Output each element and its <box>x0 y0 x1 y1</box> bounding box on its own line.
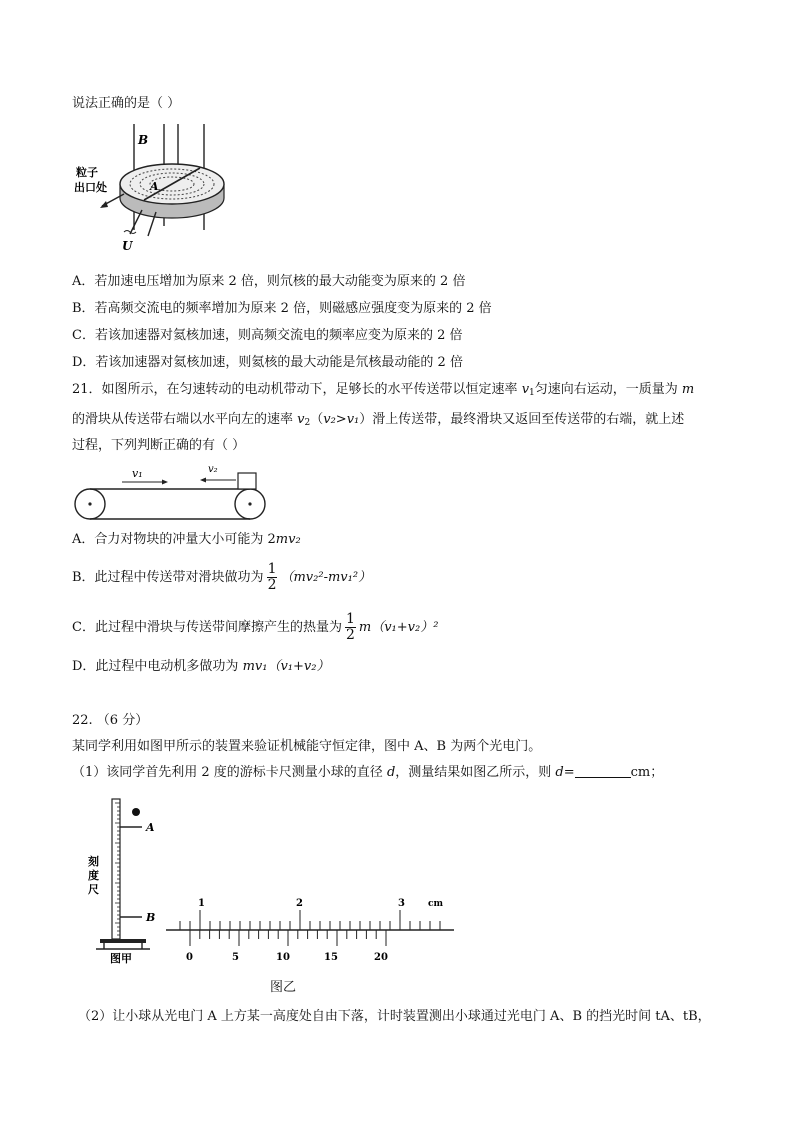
q20-option-a: A．若加速电压增加为原来 2 倍，则氘核的最大动能变为原来的 2 倍 <box>72 274 466 289</box>
exit-label-2: 出口处 <box>74 181 107 194</box>
q21-option-d: D．此过程中电动机多做功为 mv₁（v₁+v₂） <box>72 659 330 674</box>
q21-option-c: C．此过程中滑块与传送带间摩擦产生的热量为 $\frac{1}{2}$ m（v₁+v₂）² <box>72 611 439 643</box>
q21-option-b: B．此过程中传送带对滑块做功为 $\frac{1}{2}$ （mv₂²-mv₁²） <box>72 561 372 593</box>
ruler-text-1: 刻 <box>88 855 99 868</box>
field-label-b: B <box>138 133 149 147</box>
main-label-1: 1 <box>198 898 205 909</box>
q20-stem-tail: 说法正确的是（ ） <box>72 96 181 111</box>
figure-jia-ruler <box>84 795 164 965</box>
cyclotron-figure <box>72 122 242 256</box>
main-label-2: 2 <box>296 898 303 909</box>
block-velocity-label: v₂ <box>208 464 218 475</box>
answer-blank-d[interactable] <box>575 764 631 778</box>
ruler-text-3: 尺 <box>88 883 99 896</box>
exit-label-1: 粒子 <box>76 166 98 179</box>
q20-option-c: C．若该加速器对氦核加速，则高频交流电的频率应变为原来的 2 倍 <box>72 328 463 343</box>
vernier-label-15: 15 <box>324 952 338 963</box>
figure-yi-caption: 图乙 <box>270 980 297 995</box>
belt-velocity-label: v₁ <box>132 467 143 480</box>
q22-intro: 某同学利用如图甲所示的装置来验证机械能守恒定律，图中 A、B 为两个光电门。 <box>72 739 542 754</box>
q21-option-a: A．合力对物块的冲量大小可能为 2mv₂ <box>72 532 301 547</box>
figure-yi-vernier <box>162 890 462 970</box>
q20-option-d: D．若该加速器对氦核加速，则氦核的最大动能是氘核最动能的 2 倍 <box>72 355 463 370</box>
vernier-label-20: 20 <box>374 952 388 963</box>
main-label-3: 3 <box>398 898 405 909</box>
fraction-half: $\frac{1}{2}$ <box>267 561 277 593</box>
fraction-half: $\frac{1}{2}$ <box>345 611 355 643</box>
conveyor-belt-figure <box>72 462 272 524</box>
figure-jia-caption: 图甲 <box>110 952 132 965</box>
main-unit-label: cm <box>428 899 444 909</box>
vernier-label-0: 0 <box>186 952 193 963</box>
q21-stem-line1: 21．如图所示，在匀速转动的电动机带动下，足够长的水平传送带以恒定速率 $v_1$匀速向右运动，一质量为 m <box>72 382 695 398</box>
q21-stem-line3: 过程，下列判断正确的有（ ） <box>72 438 246 453</box>
vernier-label-10: 10 <box>276 952 290 963</box>
q21-stem-line2: 的滑块从传送带右端以水平向左的速率 $v_2(v_2>v_1)$滑上传送带，最终滑块又返回至传送带的右端，就上述 <box>72 412 685 428</box>
ruler-text-2: 度 <box>88 869 99 882</box>
vernier-label-5: 5 <box>232 952 239 963</box>
q22-part1: （1）该同学首先利用 2 度的游标卡尺测量小球的直径 d，测量结果如图乙所示，则 d= cm； <box>72 765 664 780</box>
q20-option-b: B．若高频交流电的频率增加为原来 2 倍，则磁感应强度变为原来的 2 倍 <box>72 301 492 316</box>
voltage-label-u: U <box>122 239 133 253</box>
q22-part2: （2）让小球从光电门 A 上方某一高度处自由下落，计时装置测出小球通过光电门 A、B 的挡光时间 tA、tB， <box>78 1009 711 1024</box>
dee-label-a: A <box>150 180 159 193</box>
q22-header: 22. （6 分） <box>72 713 149 728</box>
gate-a-label: A <box>146 821 155 834</box>
gate-b-label: B <box>146 911 156 924</box>
